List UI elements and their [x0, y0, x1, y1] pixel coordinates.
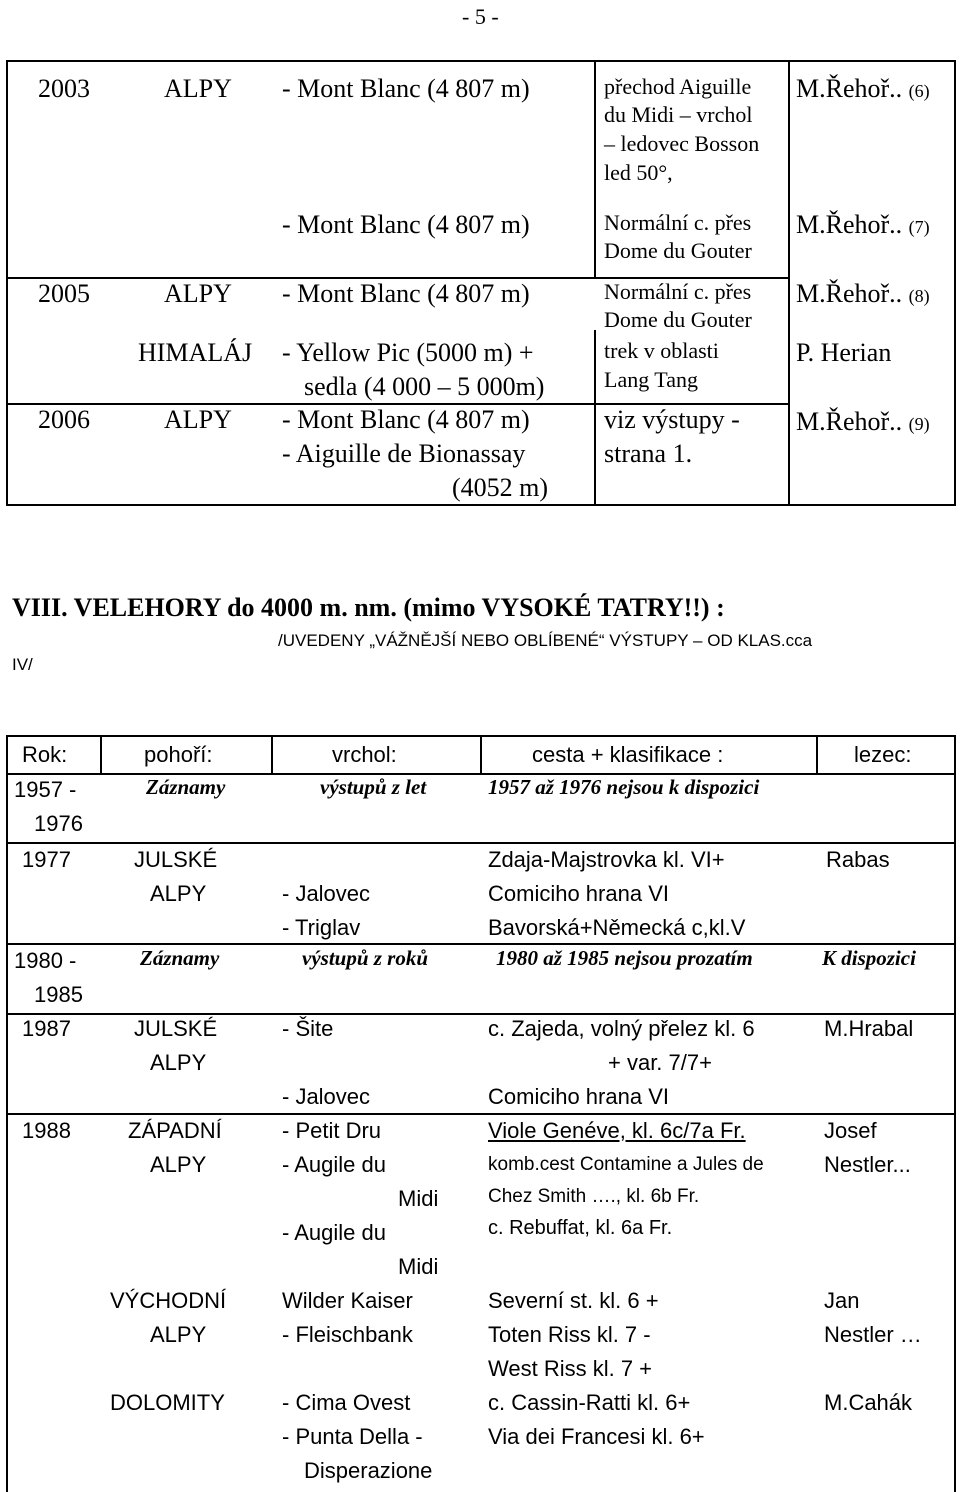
- summit: - Jalovec: [282, 881, 371, 906]
- divider: [594, 403, 596, 506]
- area: ALPY: [164, 405, 232, 434]
- area-line: ALPY: [150, 1050, 207, 1075]
- summit-line: - Mont Blanc (4 807 m): [282, 405, 530, 434]
- header-route: cesta + klasifikace :: [532, 742, 724, 767]
- header-year: Rok:: [22, 742, 68, 767]
- summit: - Punta Della -: [282, 1424, 423, 1449]
- route-line: Dome du Gouter: [604, 307, 752, 332]
- route-line: du Midi – vrchol: [604, 102, 753, 127]
- note-word: Záznamy: [140, 946, 220, 970]
- summit: - Šite: [282, 1016, 334, 1041]
- summit: - Fleischbank: [282, 1322, 413, 1347]
- area-line: ALPY: [150, 1322, 207, 1347]
- summit-line: (4052 m): [452, 473, 549, 502]
- route: Comiciho hrana VI: [488, 1084, 669, 1109]
- summit: - Mont Blanc (4 807 m): [282, 279, 530, 308]
- area-line: ALPY: [150, 1152, 207, 1177]
- year-line: 1985: [34, 982, 83, 1007]
- divider: [594, 330, 596, 404]
- summit: - Augile du: [282, 1152, 386, 1177]
- year-line: 1976: [34, 811, 83, 836]
- col-divider: [271, 735, 273, 775]
- route: Viole Genéve, kl. 6c/7a Fr.: [488, 1118, 746, 1143]
- header-climber: lezec:: [854, 742, 912, 767]
- summit: Midi: [398, 1186, 439, 1211]
- row-divider: [6, 1113, 956, 1115]
- summit: - Mont Blanc (4 807 m): [282, 210, 530, 239]
- route-line: Normální c. přes: [604, 279, 752, 304]
- row-divider: [6, 842, 956, 844]
- year: 1977: [22, 847, 71, 872]
- summit: - Augile du: [282, 1220, 386, 1245]
- summit-line: - Yellow Pic (5000 m) +: [282, 338, 534, 367]
- note-word: výstupů z roků: [302, 946, 429, 970]
- climber: M.Hrabal: [824, 1016, 914, 1041]
- note-word: 1980 až 1985 nejsou prozatím: [496, 946, 753, 970]
- area: HIMALÁJ: [138, 338, 253, 367]
- climber-line: Nestler …: [824, 1322, 922, 1347]
- route-line: Lang Tang: [604, 367, 698, 392]
- route: West Riss kl. 7 +: [488, 1356, 653, 1381]
- route-line: led 50°,: [604, 160, 673, 185]
- route-line: viz výstupy -: [604, 405, 740, 434]
- row-divider: [6, 943, 956, 945]
- col-divider: [480, 735, 482, 775]
- climber: P. Herian: [796, 338, 892, 367]
- route: Via dei Francesi kl. 6+: [488, 1424, 705, 1449]
- route: + var. 7/7+: [608, 1050, 712, 1075]
- climber: M.Řehoř.. (6): [796, 74, 930, 103]
- section-heading: VIII. VELEHORY do 4000 m. nm. (mimo VYSOKÉ TATRY!!) :: [12, 593, 725, 622]
- year-line: 1957 -: [14, 777, 77, 802]
- route: c. Zajeda, volný přelez kl. 6: [488, 1016, 755, 1041]
- section-subheading-cont: IV/: [12, 655, 33, 674]
- section-subheading: /UVEDENY „VÁŽNĚJŠÍ NEBO OBLÍBENÉ“ VÝSTUPY – OD KLAS.cca: [278, 631, 813, 650]
- route: c. Cassin-Ratti kl. 6+: [488, 1390, 691, 1415]
- area-line: DOLOMITY: [110, 1390, 225, 1415]
- area-line: JULSKÉ: [134, 847, 218, 872]
- route: Zdaja-Majstrovka kl. VI+: [488, 847, 725, 872]
- route: Bavorská+Německá c,kl.V: [488, 915, 746, 940]
- route-line: Normální c. přes: [604, 210, 752, 235]
- route-line: Dome du Gouter: [604, 238, 752, 263]
- area-line: VÝCHODNÍ: [110, 1288, 227, 1313]
- summit: - Triglav: [282, 915, 361, 940]
- year: 1987: [22, 1016, 71, 1041]
- header-summit: vrchol:: [332, 742, 397, 767]
- route: c. Rebuffat, kl. 6a Fr.: [488, 1217, 673, 1239]
- note-word: výstupů z let: [320, 775, 427, 799]
- summit-line: - Aiguille de Bionassay: [282, 439, 526, 468]
- climber-line: Jan: [824, 1288, 860, 1313]
- climber-line: Josef: [824, 1118, 877, 1143]
- summit: - Jalovec: [282, 1084, 371, 1109]
- route: Toten Riss kl. 7 -: [488, 1322, 651, 1347]
- summit: Midi: [398, 1254, 439, 1279]
- route-line: přechod Aiguille: [604, 74, 752, 99]
- route: komb.cest Contamine a Jules de: [488, 1154, 764, 1175]
- year-line: 1980 -: [14, 948, 77, 973]
- page-number: - 5 -: [462, 4, 499, 29]
- climber: Rabas: [826, 847, 890, 872]
- divider: [594, 60, 596, 278]
- year: 2006: [38, 405, 90, 434]
- route: Comiciho hrana VI: [488, 881, 669, 906]
- note-word: K dispozici: [822, 946, 916, 970]
- year: 2005: [38, 279, 90, 308]
- year: 1988: [22, 1118, 71, 1143]
- climber: M.Řehoř.. (9): [796, 407, 930, 436]
- year: 2003: [38, 74, 90, 103]
- route-line: strana 1.: [604, 439, 693, 468]
- climber-line: Nestler...: [824, 1152, 911, 1177]
- climber-line: M.Cahák: [824, 1390, 913, 1415]
- col-divider: [816, 735, 818, 775]
- route: Severní st. kl. 6 +: [488, 1288, 659, 1313]
- area-line: ZÁPADNÍ: [128, 1118, 222, 1143]
- route-line: – ledovec Bosson: [604, 131, 760, 156]
- climber: M.Řehoř.. (7): [796, 210, 930, 239]
- summit: Wilder Kaiser: [282, 1288, 413, 1313]
- area-line: JULSKÉ: [134, 1016, 218, 1041]
- route: Chez Smith …., kl. 6b Fr.: [488, 1186, 700, 1207]
- summit-line: sedla (4 000 – 5 000m): [304, 372, 545, 401]
- summit: Disperazione: [304, 1458, 433, 1483]
- note-word: 1957 až 1976 nejsou k dispozici: [488, 775, 760, 799]
- header-area: pohoří:: [144, 742, 213, 767]
- divider: [788, 60, 790, 506]
- climber: M.Řehoř.. (8): [796, 279, 930, 308]
- area: ALPY: [164, 74, 232, 103]
- note-word: Záznamy: [146, 775, 226, 799]
- summit: - Cima Ovest: [282, 1390, 411, 1415]
- summit: - Petit Dru: [282, 1118, 382, 1143]
- summit: - Mont Blanc (4 807 m): [282, 74, 530, 103]
- route-line: trek v oblasti: [604, 338, 719, 363]
- col-divider: [100, 735, 102, 775]
- area: ALPY: [164, 279, 232, 308]
- area-line: ALPY: [150, 881, 207, 906]
